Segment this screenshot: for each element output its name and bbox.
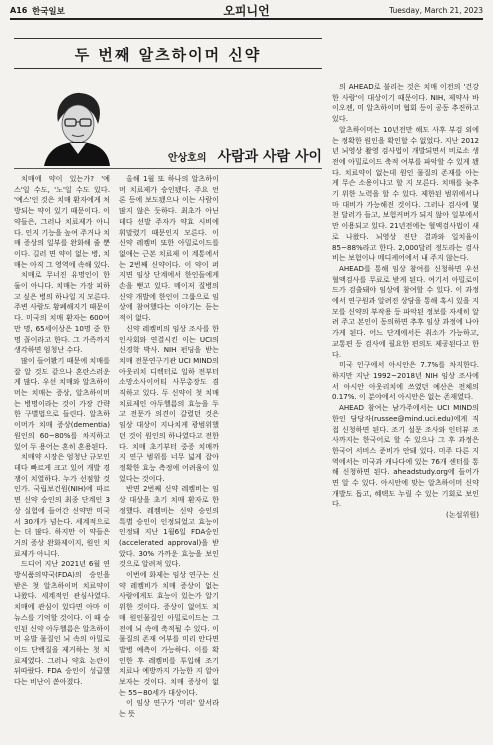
byline-rule [14,168,322,169]
headline-rule-top [14,38,322,39]
portrait-face [62,105,94,143]
section-title: 오피니언 [223,4,270,18]
page-number: A16 [10,6,28,15]
paragraph: 신약 레켐비의 임상 조사를 한인사회와 연결시킨 이는 UCI의 신경학 박사. NIH 펀딩을 받는 치매 전문연구기관 UCI MIND의 아웃리치 디렉터로 일하 전부터 소망소사이어티 사무총장도 겸직하고 있다. 두 신약이 첫 치매 치료제인 아두헬름의 효능을 두고 전문가 의견이 갈렸던 것은 임상 대상이 지나치게 광범위했던 것이 원인의 하나였다고 전한다. 치매 초기부터 중증 치매까지 연구 범위를 너무 넓게 잡아 정확한 효능 측정에 어려움이 있었다는 것이다. [119,323,219,483]
paragraph: 알츠하이머는 10년전만 해도 사후 부검 외에는 정확한 원인을 확인할 수 없었다. 지난 2012년 뇌영상 촬영 검사법이 개발되면서 비로소 생전에 아밀로이드 축적 여부를 파악할 수 있게 됐다. 치료약이 없는데 원인 물질의 존재를 아는 게 무슨 소용이냐고 할 지 모른다. 치매를 늦추기 위한 노력을 할 수 있다. 제한된 범위에서나마 대비가 가능해진 것이다. 그러나 검사에 몇 천 달러가 들고, 보험커버가 되지 않아 일부에서만 이용되고 있다. 21년전에는 혈액검사법이 새로 나왔다. 뇌영상 진단 결과와 일치율이 85~88%라고 한다. 2,000달러 정도라는 검사비는 보험이나 메디케어에서 내 주지 않는다. [332,124,479,263]
author-name: 안상호의 [167,153,207,164]
paragraph: 반면 2번째 신약 레켐비는 임상 대상을 초기 치매 환자로 한정했다. 레켐비는 신약 승인의 특별 승인이 인정되었고 효능이 인정돼 지난 1월6일 FDA승인(accelerated approval)을 받았다. 30% 가까운 효능을 보인 것으로 알려져 있다. [119,484,219,569]
text-column-1 [14,174,110,688]
paragraph: 올해 1월 또 하나의 알츠하이머 치료제가 승인됐다. 주요 언론 등에 보도됐으나 이는 사람이 많지 않은 듯하다. 최초가 아닌 데다 선발 주자가 약효 시비에 휘말렸기 때문인지 모른다. 이 신약 레켐비 또한 아밀로이드를 없애는 근본 치료제 이 계통에서는 2번째 신약이다. 이 약이 퍼지면 임상 단계에서 한인들에게 손을 뻗고 있다. 메이저 질병의 신약 개발에 한인이 그룹으로 임상에 참여했다는 이야기는 듣는 적이 없다. [119,174,219,323]
article-headline: 두 번째 알츠하이머 신약 [74,46,262,64]
paragraph: 치매로 무너진 유명인이 한 둘이 아니다. 치매는 가장 피하고 싶은 병의 하나일 지 모른다. 주변 사람도 황폐해지기 때문이다. 미국의 치매 환자는 600여만 명, 65세이상은 10명 중 한 명 꼴이라고 한다. 그 가족까지 생각하면 엄청난 수다. [14,270,110,355]
text-column-3 [332,82,479,521]
issue-date: Tuesday, March 21, 2023 [389,6,483,15]
paragraph: 드디어 지난 2021년 6월 연방식품의약국(FDA)의 승인을 받은 첫 알츠하이머 치료약이 나왔다. 세계적인 관심사였다. 치매에 관심이 있다면 아마 이 뉴스를 기억할 것이다. 이 때 승인된 신약 아두헬름은 알츠하이머 유발 물질인 뇌 속의 아밀로이드 단백질을 제거하는 첫 치료제였다. 그러나 약효 논란이 뒤따랐다. FDA 승인이 성급했다는 비난이 쏟아졌다. [14,559,110,687]
paragraph: 이 임상 연구가 '미리' 앞서라는 뜻 [119,698,219,719]
paragraph: 이번에 화제는 임상 연구는 신약 레켐비가 치매 증상이 없는 사람에게도 효능이 있는가 알기 위한 것이다. 증상이 없어도 치매 원인물질인 아밀로이드는 그 전에 뇌 속에 축적될 수 있다. 이 물질의 존재 여부를 미리 안다면 발병 예측이 가능하다. 이를 확인한 후 레켐비를 투입해 조기 치료나 예방까지 가능한 지 알아보자는 것이다. 치매 증상이 없는 55~80세가 대상이다. [119,570,219,697]
paragraph: 많이 들어봤기 때문에 치매를 잘 알 것도 같으나 혼란스러운 게 많다. 우선 치매와 알츠하이머는 치매는 증상, 알츠하이머는 병명이라는 것이 가장 간략한 구별법으로 들린다. 알츠하이머가 치매 증상(dementia) 원인의 60~80%를 차지하고 있어 두 용어는 혼히 혼용된다. [14,355,110,451]
column-name: 사람과 사람 사이 [217,149,322,165]
paragraph: AHEAD 참여는 남가주에서는 UCI MIND의 한인 담당자(russee@mind.uci.edu)에게 직접 신청하면 된다. 조기 설문 조사와 인터뷰 조사까지는 한국어로 할 수 있으나 그 후 과정은 한국어 서비스 준비가 안돼 있다. 미주 다른 지역에서는 미국과 캐나다에 있는 76개 센터를 통해 신청하면 된다. aheadstudy.org에 들어가면 알 수 있다. 아시안에 맞는 알츠하이머 신약 개발도 돕고, 혜택도 누릴 수 있는 기회로 보인다. [332,403,479,509]
masthead [10,4,483,20]
paragraph: 치매약 시장은 엄청난 규모인 데다 빠르게 크고 있어 개발 경쟁이 치열하다. 누가 선점할 것인가. 국립보건원(NIH)에 따르면 신약 승인의 최종 단계인 3상 실험에 들어간 신약만 미국서 30개가 넘는다. 세계적으로는 더 많다. 하지만 이 약들은 거의 증상 완화제이지, 원인 치료제가 아니다. [14,452,110,558]
paragraph: 의 AHEAD로 불리는 것은 치매 이전의 '건강한 사람'이 대상이기 때문이다. NIH, 제약사 바이오젠, 미 알츠하이머 협회 등이 공동 추진하고 있다. [332,82,479,124]
paragraph: 치매에 약이 있는가? '예스'일 수도, '노'일 수도 있다. '예스'인 것은 치매 환자에게 처방되는 약이 있기 때문이다. 이 약들은, 그러나 치료제가 아니다. 인지 기능을 높여 주거나 치매 증상의 일부를 완화해 줄 뿐이다. 길러 면 약이 없는 병, 치매는 아직 그 영역에 속해 있다. [14,174,110,269]
author-credit: (논설위원) [446,510,479,520]
headline-rule-bottom [14,68,322,69]
text-column-2 [119,174,219,720]
paragraph: AHEAD를 통해 임상 참여를 신청하면 우선 혈액검사를 무료로 받게 된다. 여기서 아밀로이드가 검출돼야 임상에 참여할 수 있다. 이 과정에서 연구원과 알려진 상담을 통해 혹시 있을 지 모를 신약의 부작용 등 파악된 정보를 자세히 알려 주고 본인이 동의하면 추후 임상 과정에 나아가게 된다. 어느 단계에서든 취소가 가능하고, 교통편 등 검사에 필요한 편의도 제공된다고 한다. [332,263,479,359]
byline [100,146,322,166]
newspaper-name: 한국일보 [32,7,65,17]
paragraph: 미국 인구에서 아시안은 7.7%를 차지한다. 하지만 지난 1992~2018년 NIH 임상 조사에서 아시안 아웃리치에 쓰였던 예산은 전체의 0.17%. 이 분야에서 아시안은 없는 존재였다. [332,360,479,402]
